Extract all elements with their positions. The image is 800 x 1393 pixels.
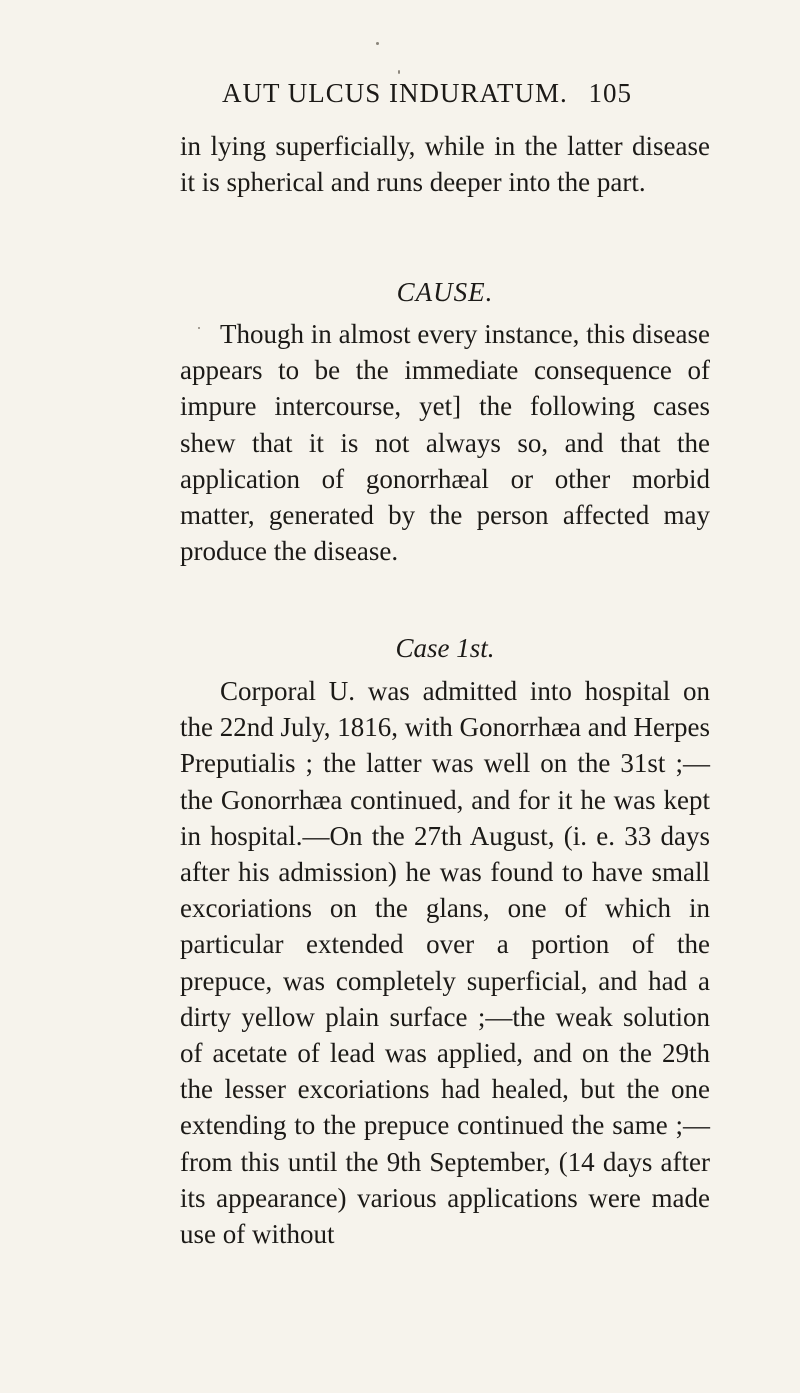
cause-paragraph-block	[180, 316, 710, 569]
paper-speck	[376, 42, 379, 45]
running-title: AUT ULCUS INDURATUM.	[222, 78, 568, 108]
page-number: 105	[588, 78, 632, 108]
section-heading-cause: CAUSE.	[396, 277, 494, 307]
case-paragraph-block	[180, 673, 710, 1252]
case-paragraph: Corporal U. was admitted into hospital on the 22nd July, 1816, with Gonorrhæa and Herpes Preputialis ; the latter was well on the 31st ;—the Gonorrhæa continued, and for it he was kept in hospital.—On the 27th August, (i. e. 33 days after his admission) he was found to have small excoriations on the glans, one of which in particular extended over a portion of the prepuce, was completely superficial, and had a dirty yellow plain surface ;—the weak solution of acetate of lead was applied, and on the 29th the lesser excoriations had healed, but the one extending to the prepuce continued the same ;—from this until the 9th September, (14 days after its appearance) various applications were made use of without	[180, 676, 710, 1250]
opening-paragraph-block	[180, 128, 710, 200]
paper-speck	[198, 327, 200, 329]
section-heading-case: Case 1st.	[395, 633, 495, 663]
paper-speck	[398, 70, 400, 74]
cause-paragraph: Though in almost every instance, this disease appears to be the immediate consequence of impure intercourse, yet] the following cases shew that it is not always so, and that the application of gonorrhæal or other morbid matter, generated by the person affected may produce the disease.	[180, 319, 710, 567]
opening-paragraph: in lying superficially, while in the latter disease it is spherical and runs deeper into the part.	[180, 131, 710, 198]
